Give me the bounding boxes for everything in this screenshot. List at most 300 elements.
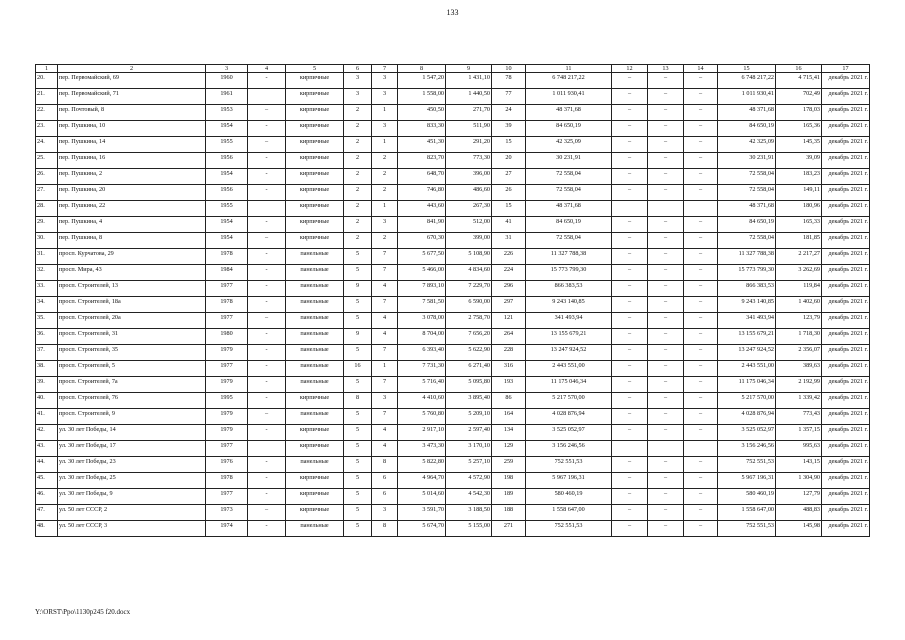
table-cell: 39,09 [776,153,822,169]
table-cell: 22. [36,105,58,121]
table-cell: 1980 [206,329,248,345]
table-cell: 1 558,00 [398,89,446,105]
table-cell: 1 011 930,41 [718,89,776,105]
table-cell: 4 [372,313,398,329]
table-cell: 5 716,40 [398,377,446,393]
table-cell: 6 748 217,22 [526,73,612,89]
table-cell: 648,70 [398,169,446,185]
table-cell: – [612,233,648,249]
table-cell: 145,98 [776,521,822,537]
table-cell: – [684,105,718,121]
table-cell [248,89,286,105]
table-cell: 341 493,94 [718,313,776,329]
table-cell: 2 [344,137,372,153]
table-cell: 20 [492,153,526,169]
table-cell [648,201,684,217]
table-cell: – [612,505,648,521]
table-cell: - [248,217,286,233]
header-cell: 8 [398,65,446,73]
table-cell: 3 [372,505,398,521]
table-cell: декабрь 2021 г. [822,233,870,249]
table-cell: 183,23 [776,169,822,185]
table-cell: 1979 [206,409,248,425]
table-cell: 5 622,90 [446,345,492,361]
data-table [35,64,870,537]
table-cell: – [612,281,648,297]
table-cell: 1 339,42 [776,393,822,409]
table-cell: - [248,329,286,345]
table-cell: декабрь 2021 г. [822,217,870,233]
table-cell: 84 650,19 [526,217,612,233]
table-cell: 1954 [206,169,248,185]
table-cell: – [248,409,286,425]
table-cell: 226 [492,249,526,265]
table-row [36,457,870,473]
table-cell: – [684,73,718,89]
table-cell: 42 325,09 [526,137,612,153]
table-cell: 4 410,60 [398,393,446,409]
table-cell [612,201,648,217]
table-row [36,377,870,393]
table-cell: 6 748 217,22 [718,73,776,89]
table-cell: 5 674,70 [398,521,446,537]
table-cell: панельные [286,521,344,537]
table-cell: 3 188,50 [446,505,492,521]
table-cell: 1 011 930,41 [526,89,612,105]
table-cell: 224 [492,265,526,281]
table-cell: декабрь 2021 г. [822,265,870,281]
table-cell: 26 [492,185,526,201]
table-cell: 1979 [206,377,248,393]
header-cell: 5 [286,65,344,73]
table-cell: ул. 50 лет СССР, 2 [58,505,206,521]
table-cell: 188 [492,505,526,521]
table-cell: – [684,281,718,297]
table-cell: 1978 [206,473,248,489]
table-cell: 33. [36,281,58,297]
table-cell: 42 325,09 [718,137,776,153]
table-cell: декабрь 2021 г. [822,457,870,473]
table-cell: 1977 [206,441,248,457]
table-cell: просп. Строителей, 31 [58,329,206,345]
table-cell: - [248,345,286,361]
table-cell: 5 967 196,31 [718,473,776,489]
table-cell: 5 822,80 [398,457,446,473]
table-cell: 21. [36,89,58,105]
table-cell: 145,35 [776,137,822,153]
table-cell: кирпичные [286,121,344,137]
table-cell: кирпичные [286,185,344,201]
table-cell: 84 650,19 [718,217,776,233]
table-cell: кирпичные [286,73,344,89]
header-cell: 13 [648,65,684,73]
table-cell: – [612,409,648,425]
table-cell: – [612,105,648,121]
table-cell: - [248,425,286,441]
table-cell: 1 [372,137,398,153]
table-cell: 5 108,90 [446,249,492,265]
table-cell: 3 [344,73,372,89]
table-cell: декабрь 2021 г. [822,105,870,121]
table-cell: 9 243 140,85 [718,297,776,313]
table-cell: 267,30 [446,201,492,217]
table-cell: – [648,377,684,393]
table-cell: 47. [36,505,58,521]
table-cell: 3 525 052,97 [718,425,776,441]
table-cell: декабрь 2021 г. [822,313,870,329]
table-cell: 25. [36,153,58,169]
table-cell: 3 [372,393,398,409]
table-cell: – [648,265,684,281]
table-cell: 2 [372,153,398,169]
header-row [36,65,870,73]
table-cell: 4 [372,329,398,345]
table-cell: 259 [492,457,526,473]
table-cell: декабрь 2021 г. [822,89,870,105]
table-cell: 841,90 [398,217,446,233]
table-cell: 7 731,30 [398,361,446,377]
table-cell: 7 [372,265,398,281]
table-cell: 1974 [206,521,248,537]
table-cell: 512,00 [446,217,492,233]
table-cell: - [248,169,286,185]
table-cell: – [684,169,718,185]
table-cell: панельные [286,345,344,361]
table-cell: 2 [344,105,372,121]
table-cell: 1 558 647,00 [526,505,612,521]
table-cell: 3 156 246,56 [718,441,776,457]
table-cell: – [612,489,648,505]
table-cell: 15 [492,137,526,153]
table-cell: 228 [492,345,526,361]
table-cell: 752 551,53 [526,521,612,537]
table-cell: 5 209,10 [446,409,492,425]
table-cell: пер. Пушкина, 14 [58,137,206,153]
table-row [36,521,870,537]
table-cell: 180,96 [776,201,822,217]
table-cell: 48 371,68 [526,105,612,121]
table-cell: 8 [344,393,372,409]
table-cell: кирпичные [286,201,344,217]
table-cell: – [648,73,684,89]
table-cell: 2 917,10 [398,425,446,441]
table-cell: 511,90 [446,121,492,137]
houses-table [35,64,869,537]
header-cell: 10 [492,65,526,73]
table-cell: 3 170,10 [446,441,492,457]
table-cell: 296 [492,281,526,297]
table-cell: 316 [492,361,526,377]
table-cell: 399,00 [446,233,492,249]
table-cell: 670,30 [398,233,446,249]
table-cell: 78 [492,73,526,89]
table-cell: декабрь 2021 г. [822,201,870,217]
table-cell: 2 [344,169,372,185]
table-cell: 189 [492,489,526,505]
table-cell: 7 [372,297,398,313]
table-cell: 2 [372,233,398,249]
table-cell: 1973 [206,505,248,521]
table-cell: 5 217 570,00 [718,393,776,409]
table-cell: 29. [36,217,58,233]
table-cell: 833,30 [398,121,446,137]
table-cell: пер. Пушкина, 20 [58,185,206,201]
table-cell: 1995 [206,393,248,409]
table-cell: 1977 [206,313,248,329]
table-cell: 2 [344,121,372,137]
table-cell: 43. [36,441,58,457]
table-cell: – [684,457,718,473]
header-cell: 11 [526,65,612,73]
table-cell: – [684,265,718,281]
table-cell: кирпичные [286,89,344,105]
table-cell: 752 551,53 [718,521,776,537]
table-cell: – [684,137,718,153]
table-cell: 1955 [206,137,248,153]
table-cell: 30 231,91 [718,153,776,169]
table-cell: кирпичные [286,393,344,409]
table-cell: 5 [344,521,372,537]
table-cell: 2 217,27 [776,249,822,265]
table-cell: 2 [344,217,372,233]
table-cell: – [684,409,718,425]
table-cell: 702,49 [776,89,822,105]
table-cell: 4 028 876,94 [526,409,612,425]
table-cell: 1 [372,201,398,217]
table-cell: - [248,521,286,537]
table-cell: - [248,361,286,377]
table-cell: декабрь 2021 г. [822,249,870,265]
table-cell: 486,60 [446,185,492,201]
table-cell: 7 581,50 [398,297,446,313]
table-cell: 5 [344,441,372,457]
table-cell: 7 [372,409,398,425]
table-cell: ул. 30 лет Победы, 17 [58,441,206,457]
table-row [36,249,870,265]
table-cell: 143,15 [776,457,822,473]
table-cell: 86 [492,393,526,409]
table-cell: – [612,361,648,377]
table-cell: панельные [286,377,344,393]
table-cell: – [612,393,648,409]
table-cell: – [648,457,684,473]
table-cell: пер. Пушкина, 8 [58,233,206,249]
table-cell: пер. Пушкина, 10 [58,121,206,137]
table-cell: 4 [372,441,398,457]
table-cell: 72 558,04 [718,185,776,201]
table-cell: 3 [344,89,372,105]
table-cell: – [648,505,684,521]
table-cell: декабрь 2021 г. [822,169,870,185]
table-cell: 15 773 799,30 [718,265,776,281]
table-cell: декабрь 2021 г. [822,521,870,537]
table-cell: 1 357,15 [776,425,822,441]
table-cell: 1956 [206,185,248,201]
table-cell: 8 [372,521,398,537]
header-cell: 2 [58,65,206,73]
table-cell: 3 [372,121,398,137]
table-cell: - [248,393,286,409]
table-cell: – [648,473,684,489]
table-cell: панельные [286,361,344,377]
table-cell: 1955 [206,201,248,217]
table-cell: 31 [492,233,526,249]
table-cell: 5 466,00 [398,265,446,281]
table-cell: панельные [286,249,344,265]
table-cell: 746,80 [398,185,446,201]
table-cell: 1978 [206,297,248,313]
table-cell: 20. [36,73,58,89]
table-cell [684,201,718,217]
table-cell: 178,03 [776,105,822,121]
table-cell: 15 773 799,30 [526,265,612,281]
table-cell: 1 440,50 [446,89,492,105]
table-cell: 1954 [206,217,248,233]
table-cell: декабрь 2021 г. [822,489,870,505]
table-cell: панельные [286,457,344,473]
table-row [36,105,870,121]
header-cell: 15 [718,65,776,73]
table-cell: пер. Пушкина, 4 [58,217,206,233]
table-cell: – [612,425,648,441]
table-cell: 1979 [206,425,248,441]
table-cell: 72 558,04 [526,169,612,185]
table-cell: 11 327 788,38 [718,249,776,265]
table-cell: – [684,249,718,265]
table-cell: – [648,169,684,185]
table-cell: - [248,457,286,473]
table-cell: 164 [492,409,526,425]
table-cell: 38. [36,361,58,377]
table-cell: - [248,249,286,265]
page-number: 133 [446,8,459,17]
table-row [36,153,870,169]
header-cell: 12 [612,65,648,73]
table-cell: просп. Строителей, 5 [58,361,206,377]
table-cell: кирпичные [286,217,344,233]
table-cell: – [684,425,718,441]
table-cell: 7 [372,377,398,393]
table-cell: панельные [286,409,344,425]
table-cell: 580 460,19 [718,489,776,505]
table-cell [248,201,286,217]
table-cell: 32. [36,265,58,281]
table-cell: 72 558,04 [718,169,776,185]
table-cell: панельные [286,329,344,345]
table-cell: – [648,153,684,169]
table-cell: 11 175 046,34 [526,377,612,393]
table-cell: 2 [344,233,372,249]
table-row [36,345,870,361]
table-cell: – [648,393,684,409]
table-cell: кирпичные [286,473,344,489]
table-cell: 34. [36,297,58,313]
table-cell [648,441,684,457]
table-cell: 27 [492,169,526,185]
table-cell: – [648,249,684,265]
table-cell: 396,00 [446,169,492,185]
table-cell: кирпичные [286,505,344,521]
table-cell: панельные [286,313,344,329]
table-cell: 7 229,70 [446,281,492,297]
table-cell: – [648,425,684,441]
table-cell: 5 014,60 [398,489,446,505]
table-cell: ул. 30 лет Победы, 25 [58,473,206,489]
table-cell: 45. [36,473,58,489]
table-cell: – [684,89,718,105]
table-cell: 5 [344,297,372,313]
table-cell: 866 383,53 [718,281,776,297]
header-cell: 17 [822,65,870,73]
table-cell: ул. 30 лет Победы, 9 [58,489,206,505]
table-cell: 5 [344,313,372,329]
table-cell: 48. [36,521,58,537]
table-cell: 30 231,91 [526,153,612,169]
table-cell: 13 247 924,52 [718,345,776,361]
table-cell: – [612,297,648,313]
table-cell: 2 597,40 [446,425,492,441]
table-cell: – [612,345,648,361]
table-cell: – [648,521,684,537]
table-cell: 5 [344,249,372,265]
table-cell: 48 371,68 [718,201,776,217]
table-body [36,73,870,537]
table-cell: 46. [36,489,58,505]
table-cell: декабрь 2021 г. [822,377,870,393]
table-cell: 4 028 876,94 [718,409,776,425]
table-cell: - [248,489,286,505]
table-cell: 2 443 551,00 [526,361,612,377]
table-cell: 7 [372,249,398,265]
table-cell: – [684,329,718,345]
table-cell: 48 371,68 [526,201,612,217]
table-cell: 1977 [206,361,248,377]
header-cell: 4 [248,65,286,73]
table-cell: 5 217 570,00 [526,393,612,409]
table-cell: 24 [492,105,526,121]
table-cell: декабрь 2021 г. [822,393,870,409]
table-cell: - [248,473,286,489]
table-cell: – [248,313,286,329]
table-cell: 5 [344,377,372,393]
table-cell [684,441,718,457]
table-cell: 165,33 [776,217,822,233]
table-cell: 823,70 [398,153,446,169]
table-cell: 2 443 551,00 [718,361,776,377]
table-cell: 1953 [206,105,248,121]
table-cell: 13 247 924,52 [526,345,612,361]
table-cell: 6 [372,473,398,489]
table-cell: – [648,137,684,153]
table-cell: 1 431,10 [446,73,492,89]
table-cell: 8 704,00 [398,329,446,345]
table-cell: – [648,281,684,297]
table-cell: 3 078,00 [398,313,446,329]
table-cell: панельные [286,265,344,281]
table-cell: 193 [492,377,526,393]
table-cell: 13 155 679,21 [526,329,612,345]
table-cell: – [684,153,718,169]
table-cell: 5 257,10 [446,457,492,473]
table-cell: 5 095,80 [446,377,492,393]
table-cell: 3 156 246,56 [526,441,612,457]
header-cell: 3 [206,65,248,73]
table-cell: - [248,185,286,201]
table-cell: 119,84 [776,281,822,297]
table-cell: - [248,153,286,169]
table-cell: 443,60 [398,201,446,217]
table-cell: – [248,105,286,121]
